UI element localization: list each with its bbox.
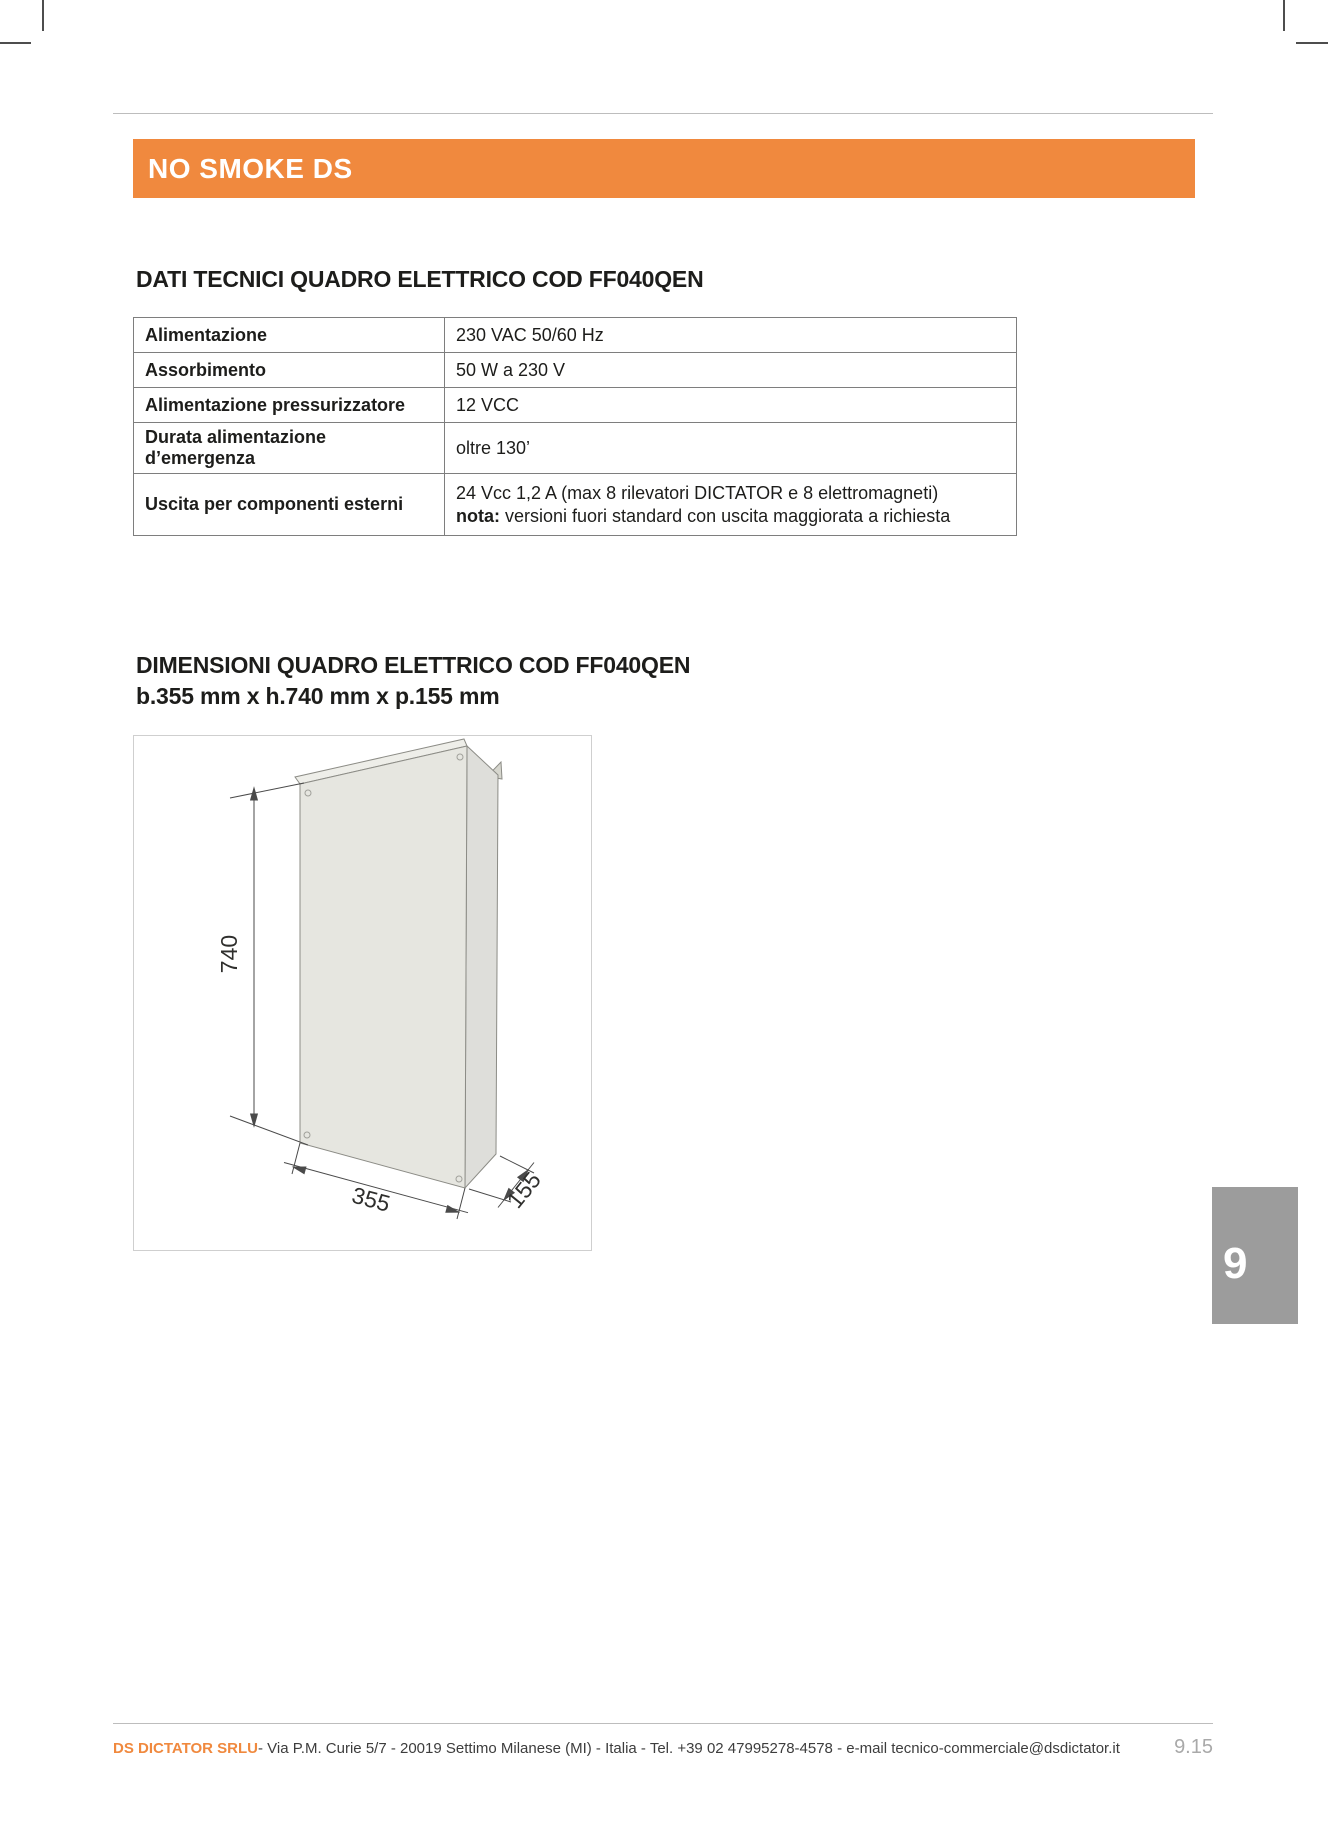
spec-table bbox=[133, 317, 1017, 536]
table-row bbox=[134, 423, 1017, 474]
nota-label: nota: bbox=[456, 505, 500, 526]
tech-data-title: DATI TECNICI QUADRO ELETTRICO COD FF040QEN bbox=[136, 266, 704, 292]
chapter-number: 9 bbox=[1223, 1238, 1248, 1288]
spec-label: Alimentazione bbox=[134, 318, 445, 353]
spec-label: Durata alimentazione d’emergenza bbox=[134, 423, 445, 474]
spec-label: Alimentazione pressurizzatore bbox=[134, 388, 445, 423]
spec-value-line2 bbox=[456, 506, 1008, 527]
dimensions-title: DIMENSIONI QUADRO ELETTRICO COD FF040QEN bbox=[136, 652, 691, 678]
table-row bbox=[134, 353, 1017, 388]
spec-value: oltre 130’ bbox=[445, 423, 1017, 474]
footer bbox=[113, 1736, 1213, 1759]
spec-label: Assorbimento bbox=[134, 353, 445, 388]
width-dimension-label: 355 bbox=[349, 1181, 393, 1217]
crop-mark-top-right-vertical bbox=[1283, 0, 1285, 31]
spec-value bbox=[445, 474, 1017, 536]
crop-mark-top-left-vertical bbox=[42, 0, 44, 31]
dimensions-heading bbox=[136, 650, 690, 712]
spec-value: 12 VCC bbox=[445, 388, 1017, 423]
spec-value-line1: 24 Vcc 1,2 A (max 8 rilevatori DICTATOR e 8 elettromagneti) bbox=[456, 482, 939, 503]
footer-company: DS DICTATOR SRLU bbox=[113, 1740, 258, 1757]
section-band-title: NO SMOKE DS bbox=[148, 152, 353, 184]
footer-rule bbox=[113, 1723, 1213, 1724]
spec-value: 230 VAC 50/60 Hz bbox=[445, 318, 1017, 353]
cabinet-drawing bbox=[134, 736, 591, 1250]
dimensions-subtitle: b.355 mm x h.740 mm x p.155 mm bbox=[136, 683, 500, 709]
spec-value: 50 W a 230 V bbox=[445, 353, 1017, 388]
spec-label: Uscita per componenti esterni bbox=[134, 474, 445, 536]
dimension-drawing-frame bbox=[133, 735, 592, 1251]
crop-mark-top-right-horizontal bbox=[1296, 42, 1328, 44]
nota-text: versioni fuori standard con uscita maggiorata a richiesta bbox=[500, 505, 951, 526]
table-row bbox=[134, 388, 1017, 423]
cabinet-body bbox=[295, 739, 502, 1188]
top-rule bbox=[113, 113, 1213, 114]
height-dimension-label: 740 bbox=[216, 934, 242, 974]
crop-mark-top-left-horizontal bbox=[0, 42, 31, 44]
depth-dimension-label: 155 bbox=[501, 1166, 546, 1214]
table-row bbox=[134, 474, 1017, 536]
footer-contact-info: - Via P.M. Curie 5/7 - 20019 Settimo Milanese (MI) - Italia - Tel. +39 02 47995278-4578 - e-mail tecnico-commerciale@dsdictator.it bbox=[258, 1740, 1120, 1757]
page-number: 9.15 bbox=[1174, 1736, 1213, 1758]
chapter-tab bbox=[1212, 1187, 1298, 1324]
section-band bbox=[133, 139, 1195, 198]
table-row bbox=[134, 318, 1017, 353]
